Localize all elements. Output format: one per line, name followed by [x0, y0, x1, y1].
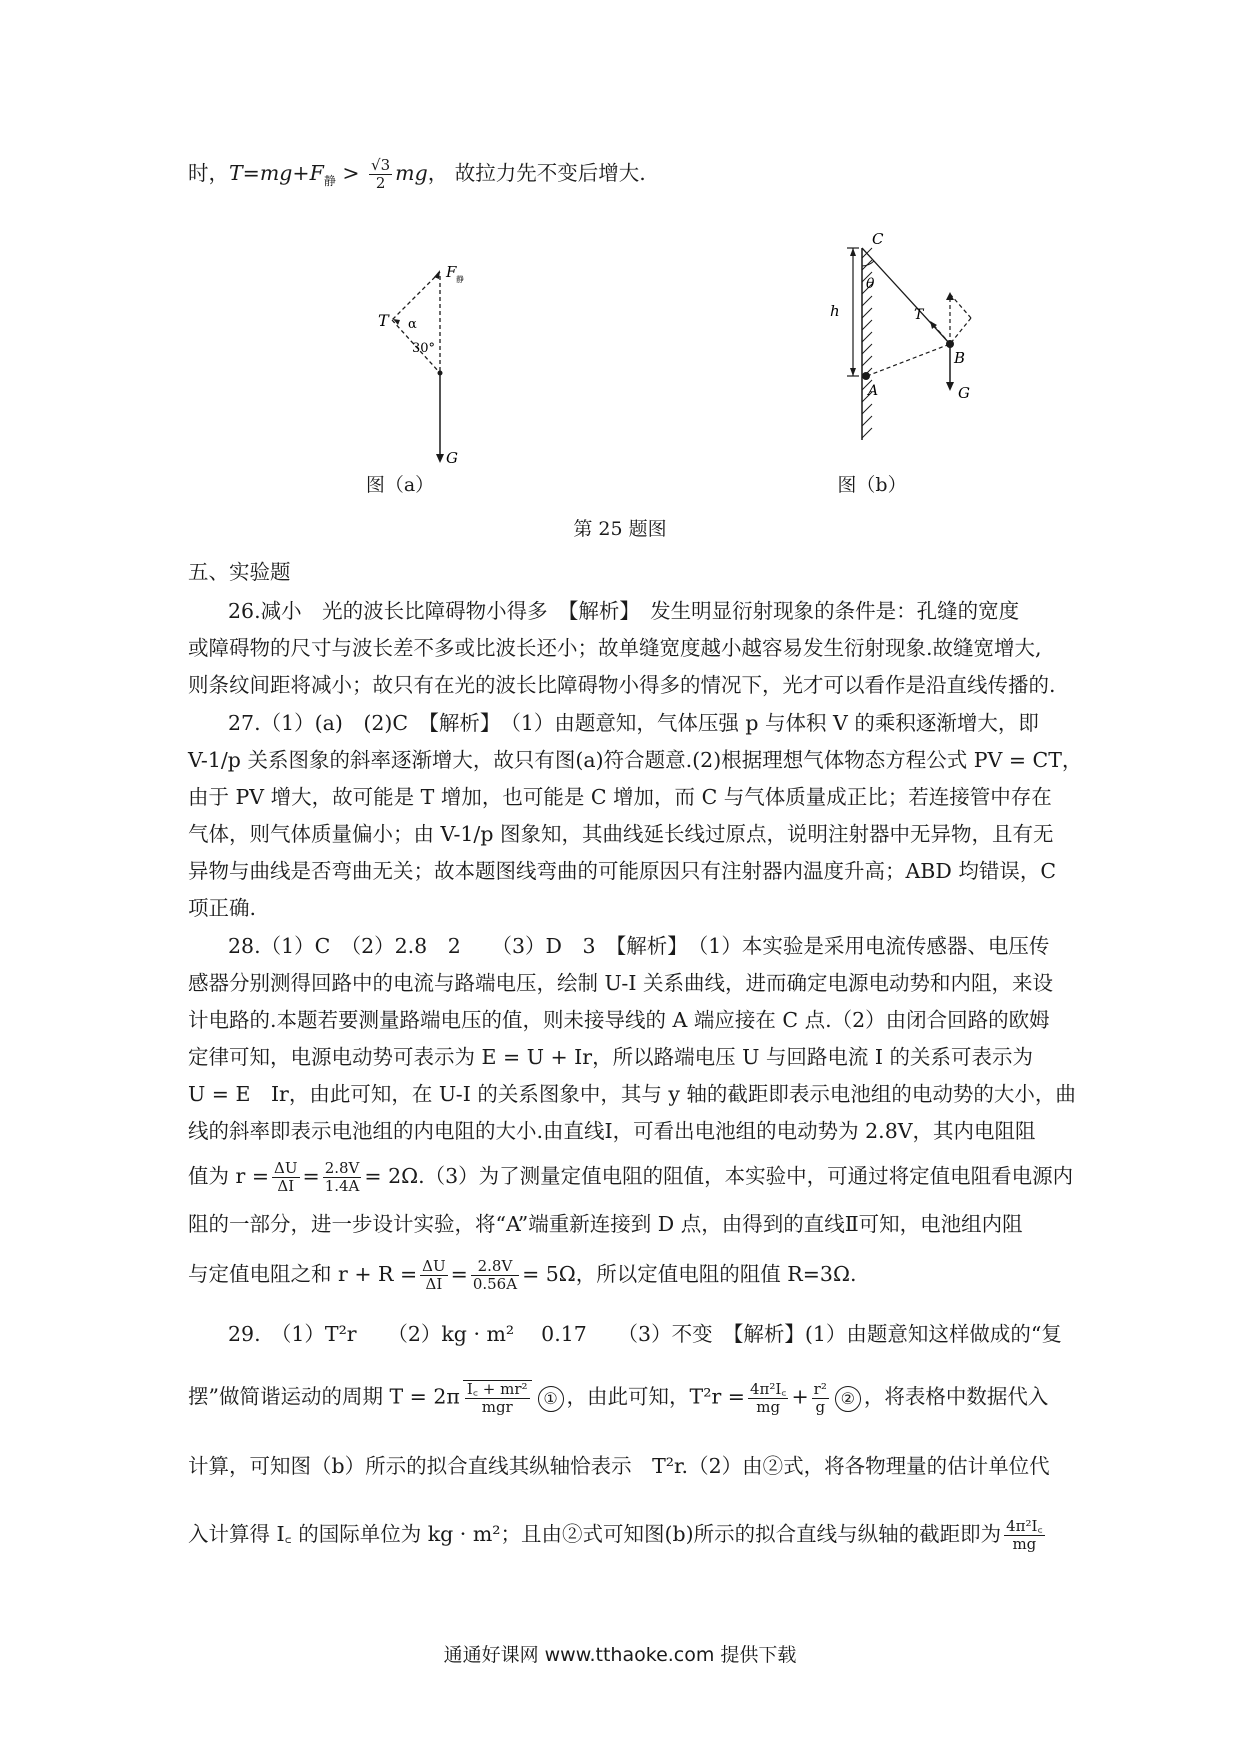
q29-l2-frac2 — [748, 1381, 789, 1416]
frac-num: ΔU — [422, 1257, 446, 1275]
q29-l2-post: ，将表格中数据代入 — [863, 1384, 1049, 1409]
fig-b-label-T: T — [914, 307, 924, 323]
q29-line: 计算，可知图（b）所示的拟合直线其纵轴恰表示 T²r.（2）由②式，将各物理量的估计单位代 — [188, 1454, 1050, 1478]
frac-den: mg — [1012, 1535, 1037, 1553]
q27-line: 27.（1）(a) (2)C 【解析】 （1）由题意知，气体压强 p 与体积 V 的乘积逐渐增大，即 — [228, 711, 1039, 735]
frac-den: ΔI — [277, 1177, 295, 1195]
q28-line: U = E Ir，由此可知，在 U-I 的关系图象中，其与 y 轴的截距即表示电池组的电动势的大小，曲 — [188, 1082, 1076, 1106]
q28-line-formula — [188, 1159, 1074, 1195]
q28-l9-frac2 — [471, 1258, 519, 1293]
q28-l7-pre: 值为 r = — [188, 1164, 270, 1188]
q27-line: 项正确. — [188, 896, 257, 920]
q29-line-formula — [188, 1380, 1068, 1416]
q29-l2-frac3 — [812, 1381, 829, 1416]
frac-num: 2.8V — [471, 1258, 519, 1276]
top-line-suffix: ， 故拉力先不变后增大. — [427, 161, 646, 185]
section-title: 五、实验题 — [188, 560, 291, 584]
q29-l4-frac — [1004, 1518, 1045, 1553]
top-line-eq-sub: 静 — [323, 174, 336, 189]
fig-a-label-angle: 30° — [412, 341, 436, 356]
fig-a-label-G: G — [446, 449, 458, 467]
fig-b-label-theta: θ — [866, 276, 875, 292]
q29-l2-pre: 摆”做简谐运动的周期 T = 2π — [188, 1384, 460, 1409]
fig-b-label-h: h — [830, 302, 840, 320]
fig-a-label-alpha: α — [408, 317, 417, 332]
top-line-eq: T=mg+F — [229, 161, 324, 185]
frac-den: mg — [756, 1397, 781, 1416]
top-line-gt: > — [335, 161, 367, 185]
q29-l2-mid: ，由此可知，T²r = — [566, 1384, 745, 1409]
figure-b-caption: 图（b） — [837, 474, 907, 496]
q27-line: 异物与曲线是否弯曲无关；故本题图线弯曲的可能原因只有注射器内温度升高；ABD 均错误，C — [188, 859, 1057, 883]
q28-l7-eq: = — [302, 1164, 320, 1188]
fig-a-label-F-sub: 静 — [456, 275, 464, 284]
q28-line: 感器分别测得回路中的电流与路端电压，绘制 U-I 关系曲线，进而确定电源电动势和内阻，来设 — [188, 971, 1053, 995]
frac-num: r² — [813, 1379, 827, 1398]
fig-b-label-G: G — [958, 384, 970, 402]
q29-line-formula — [188, 1518, 1068, 1553]
q28-l7-frac2 — [323, 1160, 362, 1195]
frac-num: I꜀ + mr² — [466, 1380, 528, 1398]
q28-l7-frac1 — [272, 1160, 299, 1195]
q28-l9-eq: = — [450, 1262, 468, 1286]
frac-num: 4π²I꜀ — [749, 1379, 787, 1398]
frac-den: 0.56A — [472, 1275, 518, 1293]
q29-l2-sqrt — [463, 1380, 532, 1416]
figure-group-caption: 第 25 题图 — [573, 518, 667, 540]
q26-line: 或障碍物的尺寸与波长差不多或比波长还小；故单缝宽度越小越容易发生衍射现象.故缝宽增大, — [188, 636, 1042, 660]
top-line — [188, 157, 1068, 195]
fig-b-label-A: A — [868, 383, 879, 399]
q27-line: 由于 PV 增大，故可能是 T 增加，也可能是 C 增加，而 C 与气体质量成正比；若连接管中存在 — [188, 785, 1052, 809]
fig-b-label-B: B — [954, 349, 966, 367]
q26-line: 26.减小 光的波长比障碍物小得多 【解析】 发生明显衍射现象的条件是：孔缝的宽度 — [228, 599, 1020, 623]
top-line-mg: mg — [395, 161, 428, 185]
circled-one: ① — [538, 1386, 564, 1412]
page-footer: 通通好课网 www.tthaoke.com 提供下载 — [443, 1644, 797, 1666]
fig-a-label-T: T — [378, 311, 389, 330]
q28-line: 阻的一部分，进一步设计实验，将“A”端重新连接到 D 点，由得到的直线Ⅱ可知，电池组内阻 — [188, 1212, 1023, 1236]
frac-num: ΔU — [274, 1159, 298, 1177]
top-line-frac — [369, 157, 392, 192]
top-line-prefix: 时， — [188, 161, 229, 185]
q28-line: 定律可知，电源电动势可表示为 E = U + Ir，所以路端电压 U 与回路电流 I 的关系可表示为 — [188, 1045, 1034, 1069]
figure-a — [360, 260, 500, 470]
frac-den: g — [815, 1397, 826, 1416]
frac-num: √3 — [371, 156, 391, 174]
q27-line: V-1/p 关系图象的斜率逐渐增大，故只有图(a)符合题意.(2)根据理想气体物态方程公式 PV = CT， — [188, 748, 1083, 772]
q27-line: 气体，则气体质量偏小；由 V-1/p 图象知，其曲线延长线过原点，说明注射器中无异物，且有无 — [188, 822, 1054, 846]
frac-num: 4π²I꜀ — [1006, 1517, 1043, 1535]
frac-den: ΔI — [425, 1275, 443, 1293]
q28-l9-pre: 与定值电阻之和 r + R = — [188, 1262, 418, 1286]
circled-two: ② — [835, 1386, 861, 1412]
q29-l2-plus: + — [791, 1384, 809, 1409]
frac-den: 2 — [375, 174, 386, 192]
q28-line: 计电路的.本题若要测量路端电压的值，则未接导线的 A 端应接在 C 点.（2）由闭合回路的欧姆 — [188, 1008, 1050, 1032]
q28-line: 线的斜率即表示电池组的内电阻的大小.由直线Ⅰ，可看出电池组的电动势为 2.8V，其内电阻阻 — [188, 1119, 1036, 1143]
q28-line-formula — [188, 1258, 1068, 1293]
q29-line: 29. （1）T²r （2）kg · m² 0.17 （3）不变 【解析】(1）由题意知这样做成的“复 — [228, 1322, 1062, 1346]
frac-num: 2.8V — [324, 1159, 360, 1177]
figure-b — [820, 230, 1020, 460]
q29-l4-pre: 入计算得 I꜀ 的国际单位为 kg · m²；且由②式可知图(b)所示的拟合直线与纵轴的截距即为 — [188, 1522, 1002, 1546]
figure-a-caption: 图（a） — [365, 474, 435, 496]
frac-den: 1.4A — [324, 1177, 360, 1195]
frac-den: mgr — [481, 1398, 513, 1416]
q28-l7-post: = 2Ω.（3）为了测量定值电阻的阻值，本实验中，可通过将定值电阻看电源内 — [364, 1164, 1074, 1188]
q28-l9-frac1 — [420, 1258, 447, 1293]
q28-line: 28.（1）C （2）2.8 2 （3）D 3 【解析】 （1）本实验是采用电流传感器、电压传 — [228, 934, 1050, 958]
fig-b-label-C: C — [872, 230, 884, 248]
q28-l9-post: = 5Ω，所以定值电阻的阻值 R=3Ω. — [522, 1262, 857, 1286]
q26-line: 则条纹间距将减小；故只有在光的波长比障碍物小得多的情况下，光才可以看作是沿直线传播的. — [188, 673, 1056, 697]
fig-a-label-F: F — [446, 263, 457, 281]
